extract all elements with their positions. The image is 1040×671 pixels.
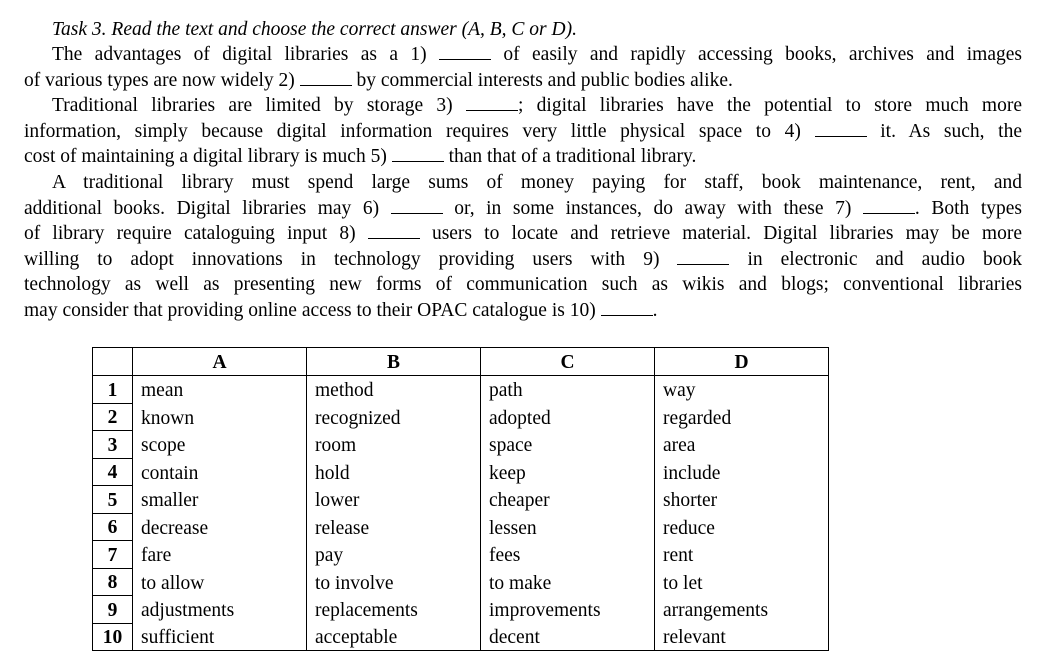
option-d: regarded — [655, 403, 829, 431]
option-b: to involve — [307, 568, 481, 596]
passage-fragment: . Both types — [914, 197, 1023, 219]
table-row — [93, 568, 829, 596]
option-b: method — [307, 376, 481, 404]
passage-line-3 — [24, 93, 1022, 119]
passage-line-4 — [24, 119, 1022, 145]
option-b: acceptable — [307, 623, 481, 651]
passage-line-2 — [24, 68, 1022, 94]
answer-blank-3 — [466, 93, 518, 111]
passage-line-9 — [24, 247, 1022, 273]
passage-fragment: it. As such, the — [880, 120, 1023, 142]
table-header-b: B — [307, 348, 481, 376]
answer-blank-2 — [300, 68, 352, 86]
passage-fragment: or, in some instances, do away with these 7) — [454, 197, 852, 219]
passage-fragment: in electronic and audio book — [747, 248, 1023, 270]
option-b: room — [307, 431, 481, 459]
option-a: fare — [133, 541, 307, 569]
answer-blank-10 — [601, 298, 653, 316]
option-d: shorter — [655, 486, 829, 514]
row-number: 3 — [93, 431, 133, 459]
option-c: improvements — [481, 596, 655, 624]
option-b: lower — [307, 486, 481, 514]
option-d: way — [655, 376, 829, 404]
passage-line-11 — [24, 298, 1022, 324]
option-c: decent — [481, 623, 655, 651]
table-body — [93, 376, 829, 651]
table-row — [93, 513, 829, 541]
option-a: scope — [133, 431, 307, 459]
option-c: keep — [481, 458, 655, 486]
answer-options-table — [92, 347, 829, 651]
answer-blank-8 — [368, 221, 420, 239]
option-d: arrangements — [655, 596, 829, 624]
passage-fragment: of easily and rapidly accessing books, archives and images — [503, 44, 1023, 65]
option-c: lessen — [481, 513, 655, 541]
option-d: include — [655, 458, 829, 486]
row-number: 5 — [93, 486, 133, 514]
option-d: reduce — [655, 513, 829, 541]
row-number: 6 — [93, 513, 133, 541]
answer-blank-7 — [863, 196, 915, 214]
table-header-corner — [93, 348, 133, 376]
option-a: smaller — [133, 486, 307, 514]
table-row — [93, 623, 829, 651]
passage-fragment: of library require cataloguing input 8) — [24, 223, 356, 245]
option-c: to make — [481, 568, 655, 596]
option-d: to let — [655, 568, 829, 596]
row-number: 7 — [93, 541, 133, 569]
table-header-row — [93, 348, 829, 376]
table-row — [93, 376, 829, 404]
option-a: to allow — [133, 568, 307, 596]
passage-text — [24, 42, 1022, 324]
passage-fragment: ; digital libraries have the potential to store much more — [517, 95, 1023, 117]
option-b: release — [307, 513, 481, 541]
answer-blank-5 — [392, 144, 444, 162]
row-number: 8 — [93, 568, 133, 596]
answer-blank-6 — [391, 196, 443, 214]
option-c: adopted — [481, 403, 655, 431]
passage-fragment: cost of maintaining a digital library is much 5) — [24, 146, 387, 168]
passage-line-7 — [24, 196, 1022, 222]
option-b: replacements — [307, 596, 481, 624]
passage-fragment: willing to adopt innovations in technology providing users with 9) — [24, 248, 660, 270]
row-number: 2 — [93, 403, 133, 431]
option-a: mean — [133, 376, 307, 404]
option-c: cheaper — [481, 486, 655, 514]
passage-fragment: . — [652, 299, 658, 321]
table-row — [93, 403, 829, 431]
table-row — [93, 431, 829, 459]
option-a: adjustments — [133, 596, 307, 624]
option-b: hold — [307, 458, 481, 486]
option-a: decrease — [133, 513, 307, 541]
passage-line-6: A traditional library must spend large sums of money paying for staff, book maintenance, rent, and — [52, 171, 1022, 193]
table-header-a: A — [133, 348, 307, 376]
option-c: fees — [481, 541, 655, 569]
answer-blank-4 — [815, 119, 867, 137]
passage-fragment: The advantages of digital libraries as a 1) — [52, 44, 427, 65]
answer-blank-1 — [439, 42, 491, 60]
table-row — [93, 458, 829, 486]
answer-blank-9 — [677, 247, 729, 265]
option-d: rent — [655, 541, 829, 569]
option-d: relevant — [655, 623, 829, 651]
passage-fragment: additional books. Digital libraries may 6) — [24, 197, 380, 219]
passage-line-10: technology as well as presenting new forms of communication such as wikis and blogs; conventional libraries — [24, 274, 1022, 296]
passage-line-8 — [24, 221, 1022, 247]
row-number: 9 — [93, 596, 133, 624]
option-a: contain — [133, 458, 307, 486]
row-number: 4 — [93, 458, 133, 486]
option-c: path — [481, 376, 655, 404]
option-a: sufficient — [133, 623, 307, 651]
passage-fragment: by commercial interests and public bodies alike. — [356, 69, 733, 91]
table-row — [93, 541, 829, 569]
passage-fragment: of various types are now widely 2) — [24, 69, 295, 91]
passage-fragment: users to locate and retrieve material. Digital libraries may be more — [431, 223, 1022, 245]
option-b: recognized — [307, 403, 481, 431]
passage-fragment: than that of a traditional library. — [448, 146, 697, 168]
table-row — [93, 486, 829, 514]
option-c: space — [481, 431, 655, 459]
table-header-c: C — [481, 348, 655, 376]
option-a: known — [133, 403, 307, 431]
option-d: area — [655, 431, 829, 459]
row-number: 10 — [93, 623, 133, 651]
passage-line-5 — [24, 144, 1022, 170]
passage-fragment: information, simply because digital information requires very little physical space to 4) — [24, 120, 801, 142]
passage-line-1 — [24, 42, 1022, 68]
passage-fragment: Traditional libraries are limited by storage 3) — [52, 95, 453, 117]
row-number: 1 — [93, 376, 133, 404]
option-b: pay — [307, 541, 481, 569]
table-header-d: D — [655, 348, 829, 376]
table-row — [93, 596, 829, 624]
task-title: Task 3. Read the text and choose the correct answer (A, B, C or D). — [52, 19, 577, 40]
passage-fragment: may consider that providing online access to their OPAC catalogue is 10) — [24, 299, 596, 321]
